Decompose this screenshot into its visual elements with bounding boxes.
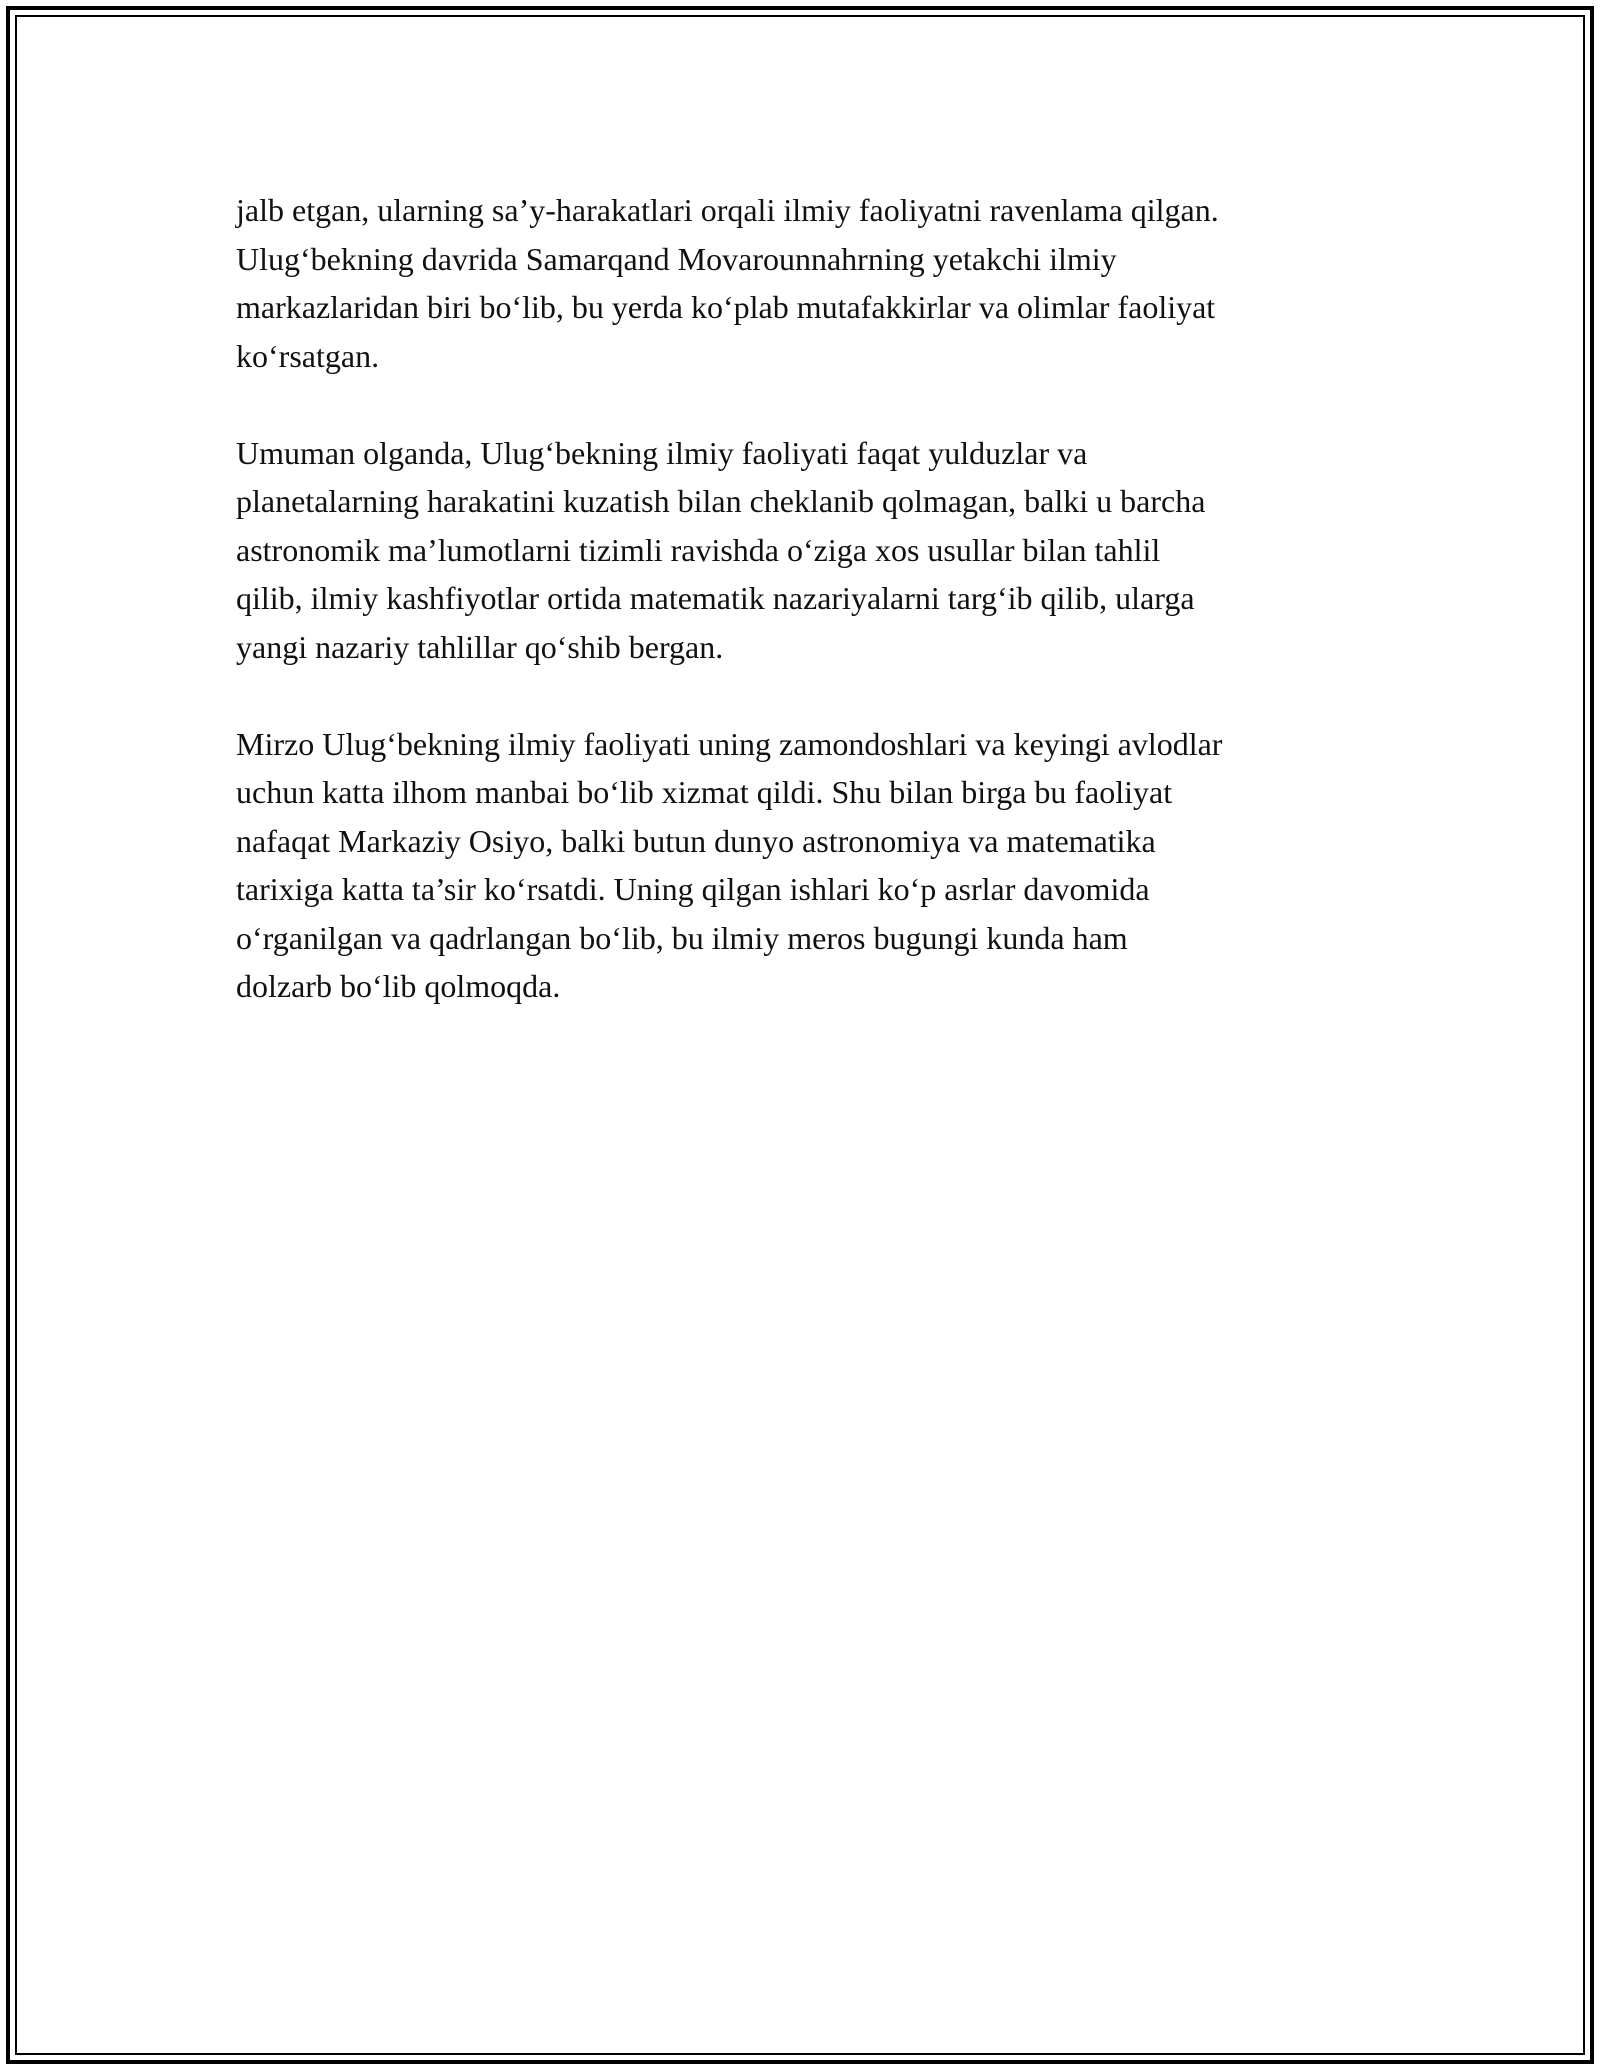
text-line: Mirzo Ulug‘bekning ilmiy faoliyati uning zamondoshlari va keyingi avlodlar — [236, 725, 1223, 762]
text-line: o‘rganilgan va qadrlangan bo‘lib, bu ilmiy meros bugungi kunda ham — [236, 919, 1128, 956]
text-line: tarixiga katta ta’sir ko‘rsatdi. Uning qilgan ishlari ko‘p asrlar davomida — [236, 871, 1150, 907]
text-line: Umuman olganda, Ulug‘bekning ilmiy faoliyati faqat yulduzlar va — [236, 434, 1088, 471]
text-line: qilib, ilmiy kashfiyotlar ortida matematik nazariyalarni targ‘ib qilib, ularga — [236, 580, 1195, 616]
text-line: nafaqat Markaziy Osiyo, balki butun dunyo astronomiya va matematika — [236, 822, 1156, 859]
paragraph — [236, 186, 1376, 380]
text-line: uchun katta ilhom manbai bo‘lib xizmat qildi. Shu bilan birga bu faoliyat — [236, 774, 1173, 810]
text-line: planetalarning harakatini kuzatish bilan cheklanib qolmagan, balki u barcha — [236, 483, 1206, 519]
text-line: astronomik ma’lumotlarni tizimli ravishda o‘ziga xos usullar bilan tahlil — [236, 531, 1161, 568]
document-body — [236, 186, 1376, 1059]
text-line: jalb etgan, ularning sa’y-harakatlari orqali ilmiy faoliyatni ravenlama qilgan. — [236, 192, 1219, 228]
paragraph — [236, 429, 1376, 672]
paragraph — [236, 720, 1376, 1011]
text-line: dolzarb bo‘lib qolmoqda. — [236, 968, 561, 1004]
text-line: ko‘rsatgan. — [236, 337, 380, 374]
text-line: markazlaridan biri bo‘lib, bu yerda ko‘plab mutafakkirlar va olimlar faoliyat — [236, 289, 1216, 325]
text-line: Ulug‘bekning davrida Samarqand Movarounnahrning yetakchi ilmiy — [236, 240, 1117, 277]
text-line: yangi nazariy tahlillar qo‘shib bergan. — [236, 628, 724, 665]
